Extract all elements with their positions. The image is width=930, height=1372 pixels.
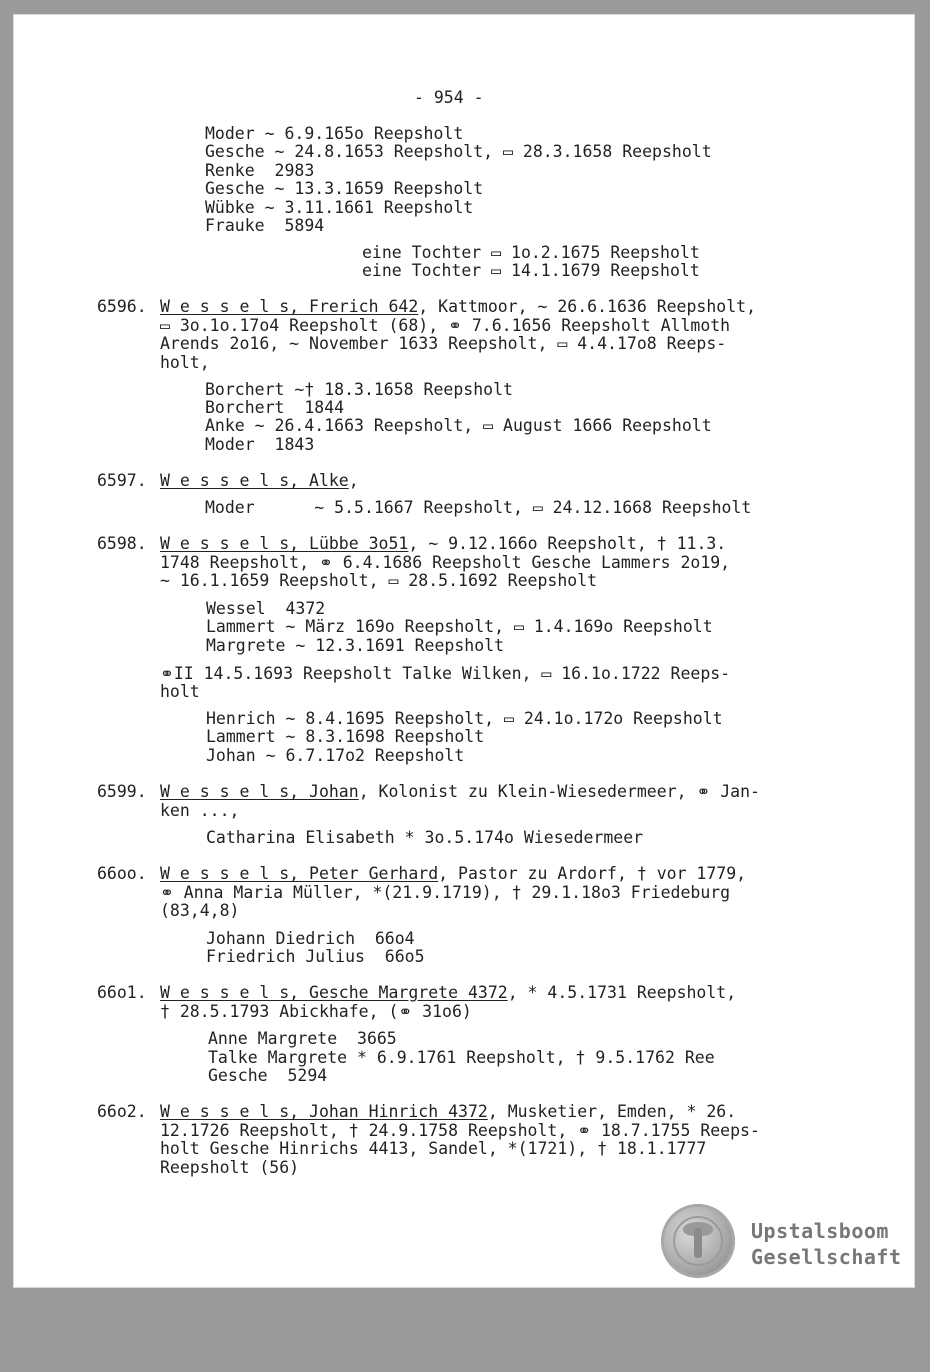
entry-heading [160,298,756,317]
entry-line: ~ 16.1.1659 Reepsholt, ▭ 28.5.1692 Reepsholt [160,571,598,590]
entry-heading [160,783,760,802]
entry-heading-rest: , Pastor zu Ardorf, † vor 1779, [438,864,747,883]
entry-name: W e s s e l s, Johan [160,782,359,801]
list-item: Gesche ~ 24.8.1653 Reepsholt, ▭ 28.3.1658 Reepsholt [205,142,712,161]
entry-heading [160,472,359,491]
entry-line: holt Gesche Hinrichs 4413, Sandel, *(1721), † 18.1.1777 [160,1139,707,1158]
entry-number: 6598. [97,534,147,553]
entry-heading [160,535,726,554]
child-line: Gesche 5294 [208,1066,328,1085]
list-item: Moder ~ 6.9.165o Reepsholt [205,124,464,143]
list-item: eine Tochter ▭ 1o.2.1675 Reepsholt [362,243,700,262]
publisher-logo-text [751,1218,902,1270]
child-line: Moder 1843 [205,435,315,454]
child-line: Johann Diedrich 66o4 [206,929,415,948]
entry-line: ⚭II 14.5.1693 Reepsholt Talke Wilken, ▭ 16.1o.1722 Reeps- [160,664,731,683]
entry-heading-rest: , Musketier, Emden, * 26. [487,1102,737,1121]
entry-heading [160,984,736,1003]
entry-number: 6596. [97,297,147,316]
document-page [14,15,914,1287]
entry-heading-rest: , * 4.5.1731 Reepsholt, [507,983,737,1002]
child-line: Catharina Elisabeth * 3o.5.174o Wiesedermeer [206,828,644,847]
list-item: Renke 2983 [205,161,315,180]
entry-number: 6597. [97,471,147,490]
entry-line: (83,4,8) [160,901,240,920]
logo-line-1: Upstalsboom [751,1219,889,1243]
child-line: Anne Margrete 3665 [208,1029,397,1048]
child-line: Wessel 4372 [206,599,326,618]
list-item: Gesche ~ 13.3.1659 Reepsholt [205,179,484,198]
child-line: Lammert ~ März 169o Reepsholt, ▭ 1.4.169o Reepsholt [206,617,713,636]
entry-line: ⚭ Anna Maria Müller, *(21.9.1719), † 29.1.18o3 Friedeburg [160,883,731,902]
typed-text-page [14,15,914,1287]
entry-heading-rest: , Kattmoor, ~ 26.6.1636 Reepsholt, [418,297,757,316]
child-line: Borchert 1844 [205,398,345,417]
entry-line: holt, [160,353,210,372]
seal-icon [661,1204,735,1278]
entry-number: 66o1. [97,983,147,1002]
entry-line: 12.1726 Reepsholt, † 24.9.1758 Reepsholt, ⚭ 18.7.1755 Reeps- [160,1121,760,1140]
entry-line: † 28.5.1793 Abickhafe, (⚭ 31o6) [160,1002,472,1021]
entry-heading-rest: , [348,471,359,490]
child-line: Friedrich Julius 66o5 [206,947,425,966]
entry-name: W e s s e l s, Peter Gerhard [160,864,439,883]
list-item: Frauke 5894 [205,216,325,235]
entry-name: W e s s e l s, Frerich 642 [160,297,419,316]
entry-heading [160,1103,736,1122]
child-line: Margrete ~ 12.3.1691 Reepsholt [206,636,505,655]
child-line: Talke Margrete * 6.9.1761 Reepsholt, † 9.5.1762 Ree [208,1048,715,1067]
entry-heading-rest: , ~ 9.12.166o Reepsholt, † 11.3. [408,534,727,553]
list-item: Wübke ~ 3.11.1661 Reepsholt [205,198,474,217]
seal-tree-trunk [694,1228,702,1258]
child-line: Anke ~ 26.4.1663 Reepsholt, ▭ August 1666 Reepsholt [205,416,712,435]
entry-line: Arends 2o16, ~ November 1633 Reepsholt, ▭ 4.4.17o8 Reeps- [160,334,727,353]
child-line: Henrich ~ 8.4.1695 Reepsholt, ▭ 24.1o.172o Reepsholt [206,709,723,728]
child-line: Johan ~ 6.7.17o2 Reepsholt [206,746,465,765]
page-number: - 954 - [414,88,484,107]
list-item: eine Tochter ▭ 14.1.1679 Reepsholt [362,261,700,280]
entry-heading-rest: , Kolonist zu Klein-Wiesedermeer, ⚭ Jan- [358,782,760,801]
entry-name: W e s s e l s, Alke [160,471,349,490]
child-line: Borchert ~† 18.3.1658 Reepsholt [205,380,513,399]
entry-heading [160,865,746,884]
entry-line: holt [160,682,200,701]
entry-line: 1748 Reepsholt, ⚭ 6.4.1686 Reepsholt Gesche Lammers 2o19, [160,553,731,572]
entry-name: W e s s e l s, Johan Hinrich 4372 [160,1102,488,1121]
child-line: Moder ~ 5.5.1667 Reepsholt, ▭ 24.12.1668 Reepsholt [205,498,752,517]
entry-line: Reepsholt (56) [160,1158,300,1177]
entry-number: 66oo. [97,864,147,883]
entry-name: W e s s e l s, Gesche Margrete 4372 [160,983,508,1002]
child-line: Lammert ~ 8.3.1698 Reepsholt [206,727,485,746]
entry-line: ken ..., [160,801,240,820]
entry-number: 66o2. [97,1102,147,1121]
entry-line: ▭ 3o.1o.17o4 Reepsholt (68), ⚭ 7.6.1656 Reepsholt Allmoth [160,316,731,335]
entry-name: W e s s e l s, Lübbe 3o51 [160,534,409,553]
entry-number: 6599. [97,782,147,801]
logo-line-2: Gesellschaft [751,1245,902,1269]
